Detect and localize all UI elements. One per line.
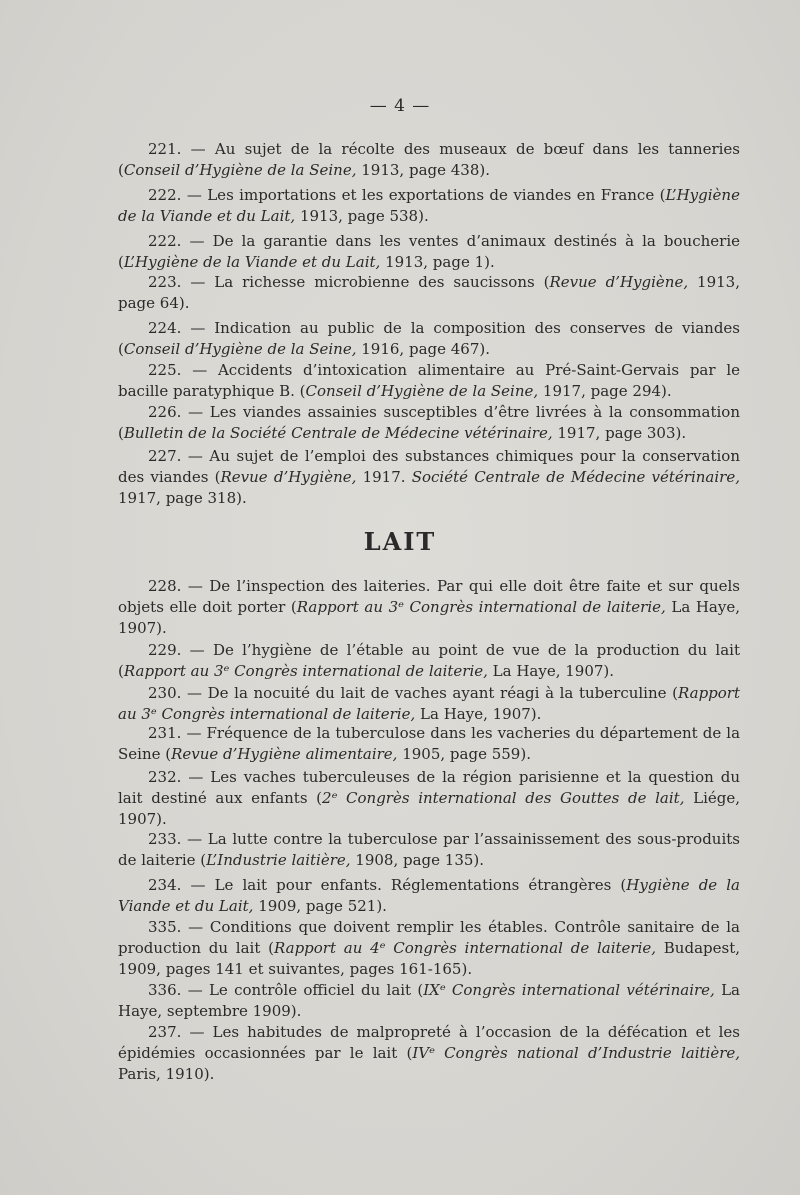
- bibliography-entry: [118, 917, 740, 980]
- entry-text: — Fréquence de la tuberculose dans les vacheries du département de la Seine (: [118, 724, 741, 763]
- entry-number: 222.: [148, 232, 190, 250]
- entry-source-title: Hygiène de la Viande et du Lait,: [118, 876, 740, 915]
- bibliography-entry: [118, 231, 740, 273]
- entry-text: — Les importations et les exportations de viandes en France (: [186, 186, 666, 204]
- entry-source-details: La Haye, septembre 1909).: [118, 981, 740, 1020]
- entry-text: — Le contrôle officiel du lait (: [187, 981, 424, 999]
- entry-text: — La richesse microbienne des saucissons (: [190, 273, 550, 291]
- entry-number: 231.: [148, 724, 187, 742]
- entry-number: 336.: [148, 981, 188, 999]
- entry-source-details: 1916, page 467).: [356, 340, 491, 358]
- entry-number: 221.: [148, 140, 191, 158]
- entry-source-details: Budapest, 1909, pages 141 et suivantes, pages 161-165).: [118, 939, 740, 978]
- bibliography-entry: [118, 640, 740, 682]
- entry-source-details: 1913, page 438).: [356, 161, 491, 179]
- entry-number: 233.: [148, 830, 188, 848]
- entry-source-details: Paris, 1910).: [118, 1065, 215, 1083]
- entry-number: 225.: [148, 361, 193, 379]
- entry-source-title: Société Centrale de Médecine vétérinaire,: [411, 468, 740, 486]
- page-number: — 4 —: [369, 96, 431, 116]
- entry-number: 228.: [148, 577, 188, 595]
- entry-source-title: Conseil d’Hygiène de la Seine,: [123, 340, 357, 358]
- entry-source-details: 1905, page 559).: [397, 745, 531, 763]
- entry-number: 223.: [148, 273, 191, 291]
- bibliography-entry: [118, 723, 740, 765]
- bibliography-entry: [118, 875, 740, 917]
- entry-text: — Les habitudes de malpropreté à l’occasion de la défécation et les épidémies occasionnées par le lait (: [118, 1023, 740, 1062]
- bibliography-entry: [118, 318, 740, 360]
- entry-text: — Le lait pour enfants. Réglementations étrangères (: [190, 876, 627, 894]
- entry-text: — Accidents d’intoxication alimentaire au Pré-Saint-Gervais par le bacille paratyphique B. (: [118, 361, 740, 400]
- entry-source-details: La Haye, 1907).: [415, 705, 542, 723]
- bibliography-entry: [118, 185, 740, 227]
- entry-text: — Conditions que doivent remplir les étables. Contrôle sanitaire de la production du lait (: [118, 918, 740, 957]
- bibliography-entry: [118, 767, 740, 830]
- bibliography-entry: [118, 683, 740, 725]
- entry-source-details: 1917, page 294).: [538, 382, 672, 400]
- entry-number: 226.: [148, 403, 189, 421]
- entry-source-details: 1913, page 1).: [380, 253, 495, 271]
- entry-source-title: Conseil d’Hygiène de la Seine,: [123, 161, 357, 179]
- entry-source-details: Liége, 1907).: [118, 789, 740, 828]
- entry-source-title: Revue d’Hygiène,: [220, 468, 357, 486]
- bibliography-entry: [118, 980, 740, 1022]
- entry-text: — Les viandes assainies susceptibles d’être livrées à la consommation (: [118, 403, 740, 442]
- entry-source-details: 1909, page 521).: [253, 897, 387, 915]
- entry-source-details: 1917, page 318).: [118, 489, 247, 507]
- bibliography-entry: [118, 402, 740, 444]
- bibliography-entry: [118, 360, 740, 402]
- entry-source-details: 1913, page 64).: [118, 273, 740, 312]
- section-title: LAIT: [363, 527, 437, 556]
- entry-source-details: 1917.: [356, 468, 412, 486]
- entry-source-details: La Haye, 1907).: [487, 662, 615, 680]
- entry-source-details: 1908, page 135).: [350, 851, 485, 869]
- entry-source-title: IXᵉ Congrès international vétérinaire,: [423, 981, 715, 999]
- entry-source-title: Rapport au 3ᵉ Congrès international de laiterie,: [123, 662, 488, 680]
- entry-source-details: La Haye, 1907).: [118, 598, 740, 637]
- entry-source-title: Conseil d’Hygiène de la Seine,: [305, 382, 539, 400]
- entry-source-details: 1913, page 538).: [295, 207, 429, 225]
- entry-text: — De la nocuité du lait de vaches ayant réagi à la tuberculine (: [187, 684, 678, 702]
- entry-source-title: Bulletin de la Société Centrale de Médecine vétérinaire,: [123, 424, 553, 442]
- bibliography-entry: [118, 272, 740, 314]
- entry-number: 237.: [148, 1023, 190, 1041]
- entry-text: — Au sujet de la récolte des museaux de bœuf dans les tanneries (: [118, 140, 740, 179]
- entry-source-title: 2ᵉ Congrès international des Gouttes de lait,: [322, 789, 685, 807]
- entry-number: 234.: [148, 876, 191, 894]
- entry-source-title: L’Industrie laitière,: [206, 851, 351, 869]
- entry-number: 232.: [148, 768, 189, 786]
- entry-number: 335.: [148, 918, 189, 936]
- bibliography-entry: [118, 446, 740, 509]
- entry-number: 230.: [148, 684, 188, 702]
- bibliography-entry: [118, 1022, 740, 1085]
- entry-text: — Indication au public de la composition des conserves de viandes (: [118, 319, 740, 358]
- entry-text: — De l’hygiène de l’étable au point de vue de la production du lait (: [118, 641, 740, 680]
- entry-source-title: Rapport au 3ᵉ Congrès international de laiterie,: [118, 684, 740, 723]
- entry-source-details: 1917, page 303).: [552, 424, 687, 442]
- entry-text: — Au sujet de l’emploi des substances chimiques pour la conservation des viandes (: [118, 447, 740, 486]
- entry-source-title: Rapport au 3ᵉ Congrès international de laiterie,: [296, 598, 666, 616]
- entry-source-title: Revue d’Hygiène,: [549, 273, 689, 291]
- entry-text: — Les vaches tuberculeuses de la région parisienne et la question du lait destiné aux enfants (: [118, 768, 740, 807]
- entry-number: 222.: [148, 186, 187, 204]
- entry-source-title: Rapport au 4ᵉ Congrès international de laiterie,: [273, 939, 657, 957]
- entry-source-title: L’Hygiène de la Viande et du Lait,: [118, 186, 740, 225]
- entry-source-title: IVᵉ Congrès national d’Industrie laitière,: [412, 1044, 741, 1062]
- entry-source-title: L’Hygiène de la Viande et du Lait,: [123, 253, 381, 271]
- entry-number: 229.: [148, 641, 190, 659]
- entry-number: 227.: [148, 447, 188, 465]
- entry-text: — La lutte contre la tuberculose par l’assainissement des sous-produits de laiterie (: [118, 830, 740, 869]
- bibliography-entry: [118, 139, 740, 181]
- entry-number: 224.: [148, 319, 191, 337]
- entry-source-title: Revue d’Hygiène alimentaire,: [171, 745, 398, 763]
- entry-text: — De la garantie dans les ventes d’animaux destinés à la boucherie (: [118, 232, 740, 271]
- bibliography-entry: [118, 829, 740, 871]
- entry-text: — De l’inspection des laiteries. Par qui elle doit être faite et sur quels objets elle doit porter (: [118, 577, 740, 616]
- bibliography-entry: [118, 576, 740, 639]
